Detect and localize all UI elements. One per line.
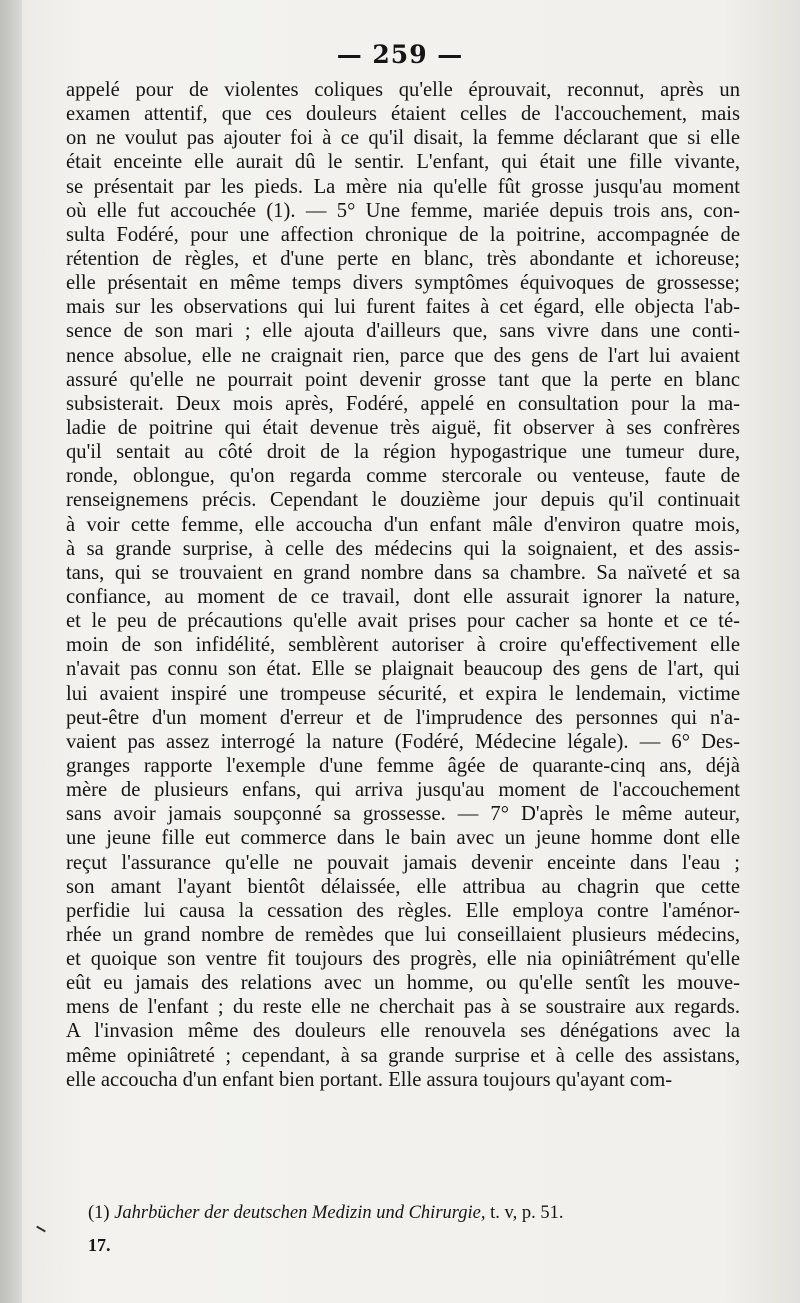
text-line: sence de son mari ; elle ajouta d'ailleurs que, sans vivre dans une conti- <box>66 320 740 343</box>
text-line: granges rapporte l'exemple d'une femme âgée de quarante-cinq ans, déjà <box>66 754 740 777</box>
text-line: mens de l'enfant ; du reste elle ne cherchait pas à se soustraire aux regards. <box>66 996 740 1019</box>
text-line: où elle fut accouchée (1). — 5° Une femme, mariée depuis trois ans, con- <box>66 199 740 222</box>
text-line: confiance, au moment de ce travail, dont elle assurait ignorer la nature, <box>66 585 740 608</box>
footnote-marker: (1) <box>88 1203 110 1223</box>
text-line: était enceinte elle aurait dû le sentir. L'enfant, qui était une fille vivante, <box>66 151 740 174</box>
footnote-ref: t. v, p. 51. <box>490 1203 564 1223</box>
text-line: elle accoucha d'un enfant bien portant. Elle assura toujours qu'ayant com- <box>66 1068 673 1091</box>
signature-mark: 17. <box>88 1235 111 1255</box>
page-edge-shadow <box>0 0 22 1303</box>
text-line: se présentait par les pieds. La mère nia qu'elle fût grosse jusqu'au moment <box>66 175 740 198</box>
text-line: et quoique son ventre fit toujours des progrès, elle nia opiniâtrément qu'elle <box>66 948 740 971</box>
text-line: sans avoir jamais soupçonné sa grossesse. — 7° D'après le même auteur, <box>66 803 740 826</box>
text-line: assuré qu'elle ne pourrait point devenir grosse tant que la perte en blanc <box>66 368 740 391</box>
page-number: — 259 — <box>336 40 464 69</box>
text-line: qu'il sentait au côté droit de la région hypogastrique une tumeur dure, <box>66 441 740 464</box>
text-line: son amant l'ayant bientôt délaissée, elle attribua au chagrin que cette <box>66 875 740 898</box>
text-line: à voir cette femme, elle accoucha d'un enfant mâle d'environ quatre mois, <box>66 513 740 536</box>
footnote-title: Jahrbücher der deutschen Medizin und Chirurgie, <box>114 1203 486 1223</box>
text-line: à sa grande surprise, à celle des médecins qui la soignaient, et des assis- <box>66 537 740 560</box>
text-line: une jeune fille eut commerce dans le bain avec un jeune homme dont elle <box>66 827 740 850</box>
text-line: vaient pas assez interrogé la nature (Fodéré, Médecine légale). — 6° Des- <box>66 730 740 753</box>
body-text <box>66 78 740 1092</box>
text-line: sulta Fodéré, pour une affection chronique de la poitrine, accompagnée de <box>66 223 740 246</box>
text-line: rétention de règles, et d'une perte en blanc, très abondante et ichoreuse; <box>66 247 740 270</box>
text-line: examen attentif, que ces douleurs étaient celles de l'accouchement, mais <box>66 103 740 126</box>
text-line: perfidie lui causa la cessation des règles. Elle employa contre l'aménor- <box>66 899 740 922</box>
text-line: renseignemens précis. Cependant le douzième jour depuis qu'il continuait <box>66 489 740 512</box>
text-line: ronde, oblongue, qu'on regarda comme stercorale ou venteuse, faute de <box>66 465 740 488</box>
text-line: appelé pour de violentes coliques qu'elle éprouvait, reconnut, après un <box>66 79 740 101</box>
text-line: ladie de poitrine qui était devenue très aiguë, fit observer à ses confrères <box>66 416 740 439</box>
text-line: on ne voulut pas ajouter foi à ce qu'il disait, la femme déclarant que si elle <box>66 127 740 150</box>
text-line: rhée un grand nombre de remèdes que lui conseillaient plusieurs médecins, <box>66 923 740 946</box>
text-line: eût eu jamais des relations avec un homme, ou qu'elle sentît les mouve- <box>66 972 740 995</box>
text-line: subsisterait. Deux mois après, Fodéré, appelé en consultation pour la ma- <box>66 392 740 415</box>
text-line: reçut l'assurance qu'elle ne pouvait jamais devenir enceinte dans l'eau ; <box>66 851 740 874</box>
text-line: elle présentait en même temps divers symptômes équivoques de grossesse; <box>66 272 740 295</box>
text-line: peut-être d'un moment d'erreur et de l'imprudence des personnes qui n'a- <box>66 706 740 729</box>
text-line: n'avait pas connu son état. Elle se plaignait beaucoup des gens de l'art, qui <box>66 658 740 681</box>
text-line: et le peu de précautions qu'elle avait prises pour cacher sa honte et ce té- <box>66 610 740 633</box>
text-line: même opiniâtreté ; cependant, à sa grande surprise et à celle des assistans, <box>66 1044 740 1067</box>
text-line: mais sur les observations qui lui furent faites à cet égard, elle objecta l'ab- <box>66 296 740 319</box>
text-line: lui avaient inspiré une trompeuse sécurité, et expira le lendemain, victime <box>66 682 740 705</box>
text-line: mère de plusieurs enfans, qui arriva jusqu'au moment de l'accouchement <box>66 779 740 802</box>
footnote <box>88 1203 728 1224</box>
text-line: nence absolue, elle ne craignait rien, parce que des gens de l'art lui avaient <box>66 344 740 367</box>
text-line: A l'invasion même des douleurs elle renouvela ses dénégations avec la <box>66 1020 740 1043</box>
text-line: moin de son infidélité, semblèrent autoriser à croire qu'effectivement elle <box>66 634 740 657</box>
text-line: tans, qui se trouvaient en grand nombre dans sa chambre. Sa naïveté et sa <box>66 561 740 584</box>
